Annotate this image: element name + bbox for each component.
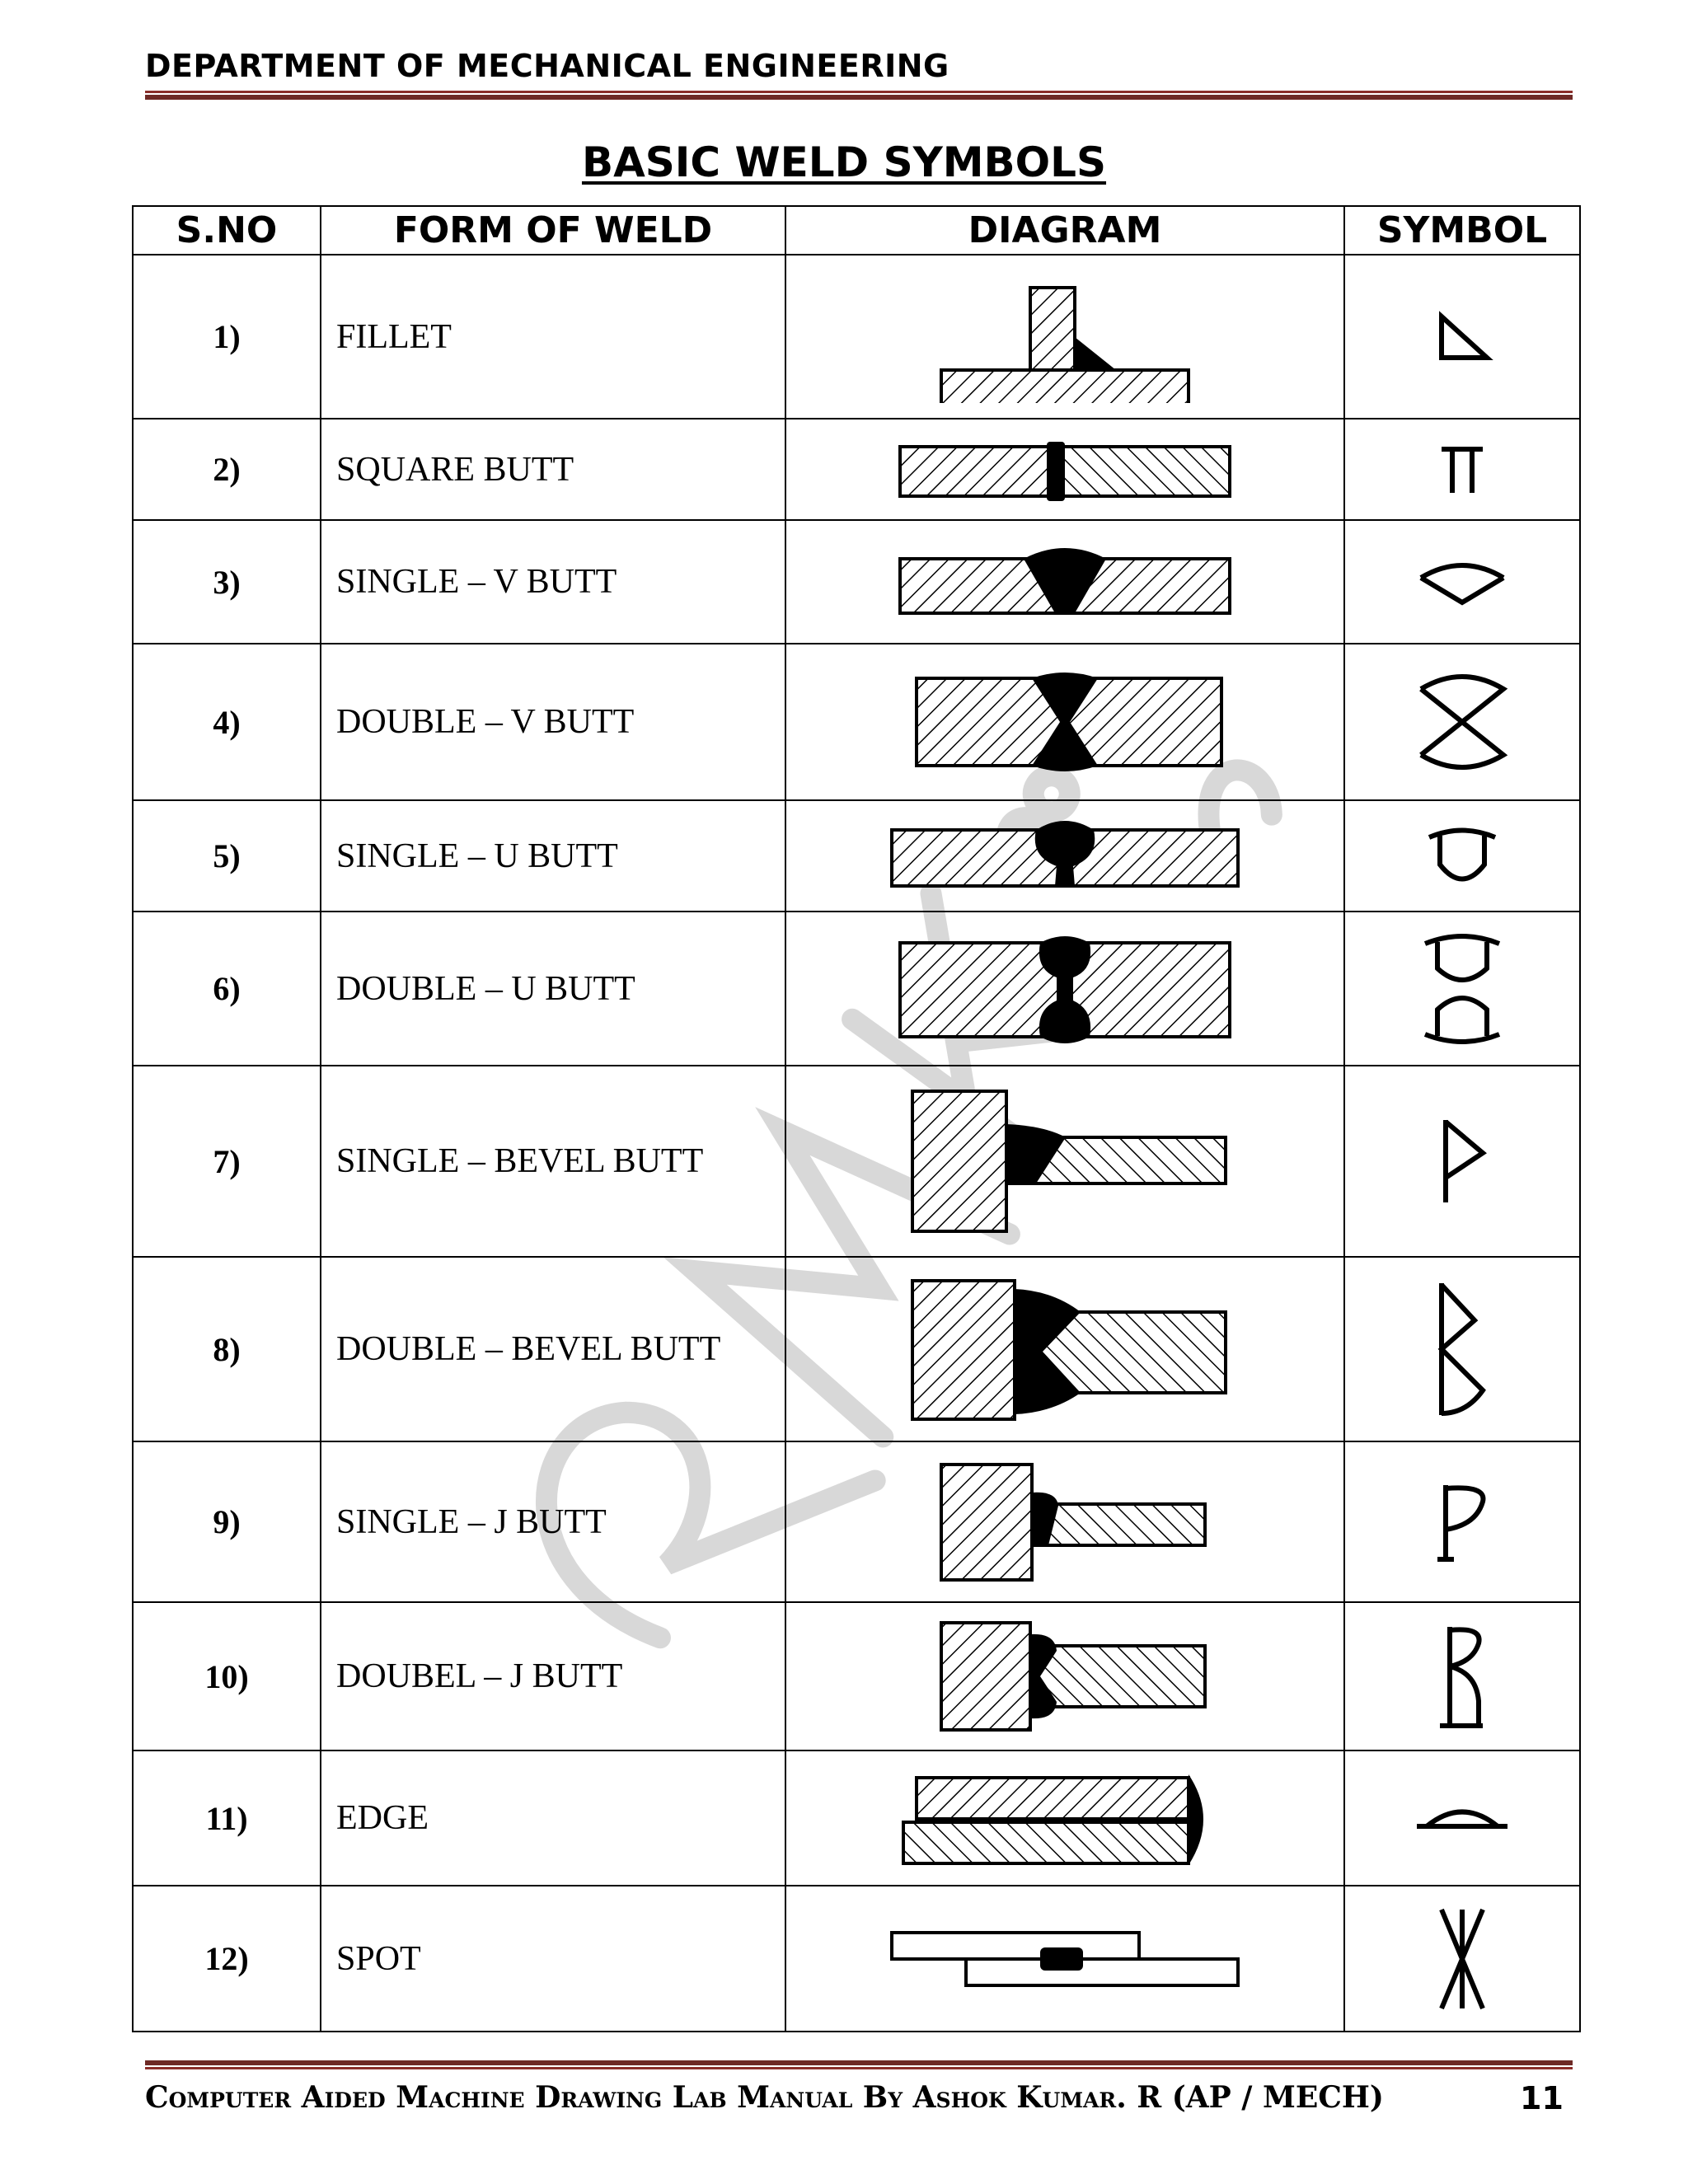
double-v-butt-symbol — [1409, 664, 1516, 780]
symbol-cell — [1344, 1257, 1580, 1441]
col-header-form: FORM OF WELD — [321, 206, 785, 255]
diagram-cell — [785, 1602, 1344, 1750]
symbol-cell — [1344, 419, 1580, 520]
diagram-cell — [785, 255, 1344, 419]
page-title-text: BASIC WELD SYMBOLS — [581, 138, 1107, 186]
diagram-cell — [785, 644, 1344, 800]
sno-cell: 1) — [133, 255, 321, 419]
sno-cell: 3) — [133, 520, 321, 644]
spot-symbol — [1425, 1901, 1499, 2017]
single-j-butt-diagram — [917, 1456, 1213, 1588]
form-cell: DOUBLE – BEVEL BUTT — [321, 1257, 785, 1441]
table-row — [133, 1066, 1580, 1257]
double-v-butt-diagram — [900, 668, 1230, 776]
single-v-butt-symbol — [1409, 549, 1516, 615]
diagram-cell — [785, 912, 1344, 1066]
table-row — [133, 419, 1580, 520]
diagram-cell — [785, 1257, 1344, 1441]
table-row — [133, 1602, 1580, 1750]
single-u-butt-symbol — [1417, 819, 1507, 893]
header-rule — [145, 91, 1573, 101]
table-row — [133, 1441, 1580, 1602]
form-cell: SINGLE – U BUTT — [321, 800, 785, 912]
form-cell: DOUBLE – V BUTT — [321, 644, 785, 800]
double-u-butt-diagram — [892, 931, 1238, 1047]
table-row — [133, 1886, 1580, 2032]
single-bevel-butt-diagram — [896, 1083, 1234, 1240]
sno-cell: 8) — [133, 1257, 321, 1441]
sno-cell: 5) — [133, 800, 321, 912]
table-row — [133, 1750, 1580, 1886]
table-row — [133, 1257, 1580, 1441]
symbol-cell — [1344, 255, 1580, 419]
sno-cell: 11) — [133, 1750, 321, 1886]
fillet-diagram — [925, 271, 1205, 403]
form-cell: SINGLE – J BUTT — [321, 1441, 785, 1602]
table-row — [133, 255, 1580, 419]
diagram-cell — [785, 1441, 1344, 1602]
symbol-cell — [1344, 520, 1580, 644]
col-header-diagram: DIAGRAM — [785, 206, 1344, 255]
single-v-butt-diagram — [892, 541, 1238, 623]
sno-cell: 7) — [133, 1066, 321, 1257]
page-title — [0, 138, 1688, 186]
department-header: DEPARTMENT OF MECHANICAL ENGINEERING — [145, 48, 950, 84]
edge-symbol — [1409, 1793, 1516, 1843]
form-cell: SPOT — [321, 1886, 785, 2032]
form-cell: DOUBEL – J BUTT — [321, 1602, 785, 1750]
sno-cell: 10) — [133, 1602, 321, 1750]
symbol-cell — [1344, 1602, 1580, 1750]
diagram-cell — [785, 800, 1344, 912]
symbol-cell — [1344, 1066, 1580, 1257]
page-number: 11 — [1520, 2080, 1564, 2116]
sno-cell: 4) — [133, 644, 321, 800]
form-cell: SINGLE – V BUTT — [321, 520, 785, 644]
diagram-cell — [785, 1066, 1344, 1257]
sno-cell: 6) — [133, 912, 321, 1066]
single-u-butt-diagram — [884, 815, 1246, 898]
square-butt-symbol — [1425, 437, 1499, 503]
double-u-butt-symbol — [1413, 927, 1512, 1051]
table-row — [133, 912, 1580, 1066]
table-row — [133, 644, 1580, 800]
double-j-butt-symbol — [1425, 1619, 1499, 1734]
diagram-cell — [785, 1750, 1344, 1886]
spot-diagram — [884, 1918, 1246, 2000]
edge-diagram — [892, 1765, 1238, 1872]
footer-rule — [145, 2060, 1573, 2070]
diagram-cell — [785, 1886, 1344, 2032]
double-j-butt-diagram — [917, 1615, 1213, 1738]
footer-text: Computer Aided Machine Drawing Lab Manual By Ashok Kumar. R (AP / MECH) — [145, 2080, 1384, 2115]
double-bevel-butt-symbol — [1421, 1275, 1503, 1423]
form-cell: DOUBLE – U BUTT — [321, 912, 785, 1066]
diagram-cell — [785, 520, 1344, 644]
symbol-cell — [1344, 1886, 1580, 2032]
symbol-cell — [1344, 1750, 1580, 1886]
form-cell: FILLET — [321, 255, 785, 419]
single-j-butt-symbol — [1425, 1477, 1499, 1568]
fillet-symbol — [1425, 304, 1499, 370]
single-bevel-butt-symbol — [1425, 1112, 1499, 1211]
form-cell: SQUARE BUTT — [321, 419, 785, 520]
table-row — [133, 520, 1580, 644]
symbol-cell — [1344, 800, 1580, 912]
diagram-cell — [785, 419, 1344, 520]
form-cell: EDGE — [321, 1750, 785, 1886]
double-bevel-butt-diagram — [896, 1271, 1234, 1427]
sno-cell: 9) — [133, 1441, 321, 1602]
sno-cell: 12) — [133, 1886, 321, 2032]
col-header-symbol: SYMBOL — [1344, 206, 1580, 255]
weld-symbols-table — [132, 205, 1581, 2032]
sno-cell: 2) — [133, 419, 321, 520]
symbol-cell — [1344, 1441, 1580, 1602]
table-row — [133, 800, 1580, 912]
col-header-sno: S.NO — [133, 206, 321, 255]
square-butt-diagram — [892, 437, 1238, 503]
form-cell: SINGLE – BEVEL BUTT — [321, 1066, 785, 1257]
table-header-row — [133, 206, 1580, 255]
symbol-cell — [1344, 644, 1580, 800]
symbol-cell — [1344, 912, 1580, 1066]
